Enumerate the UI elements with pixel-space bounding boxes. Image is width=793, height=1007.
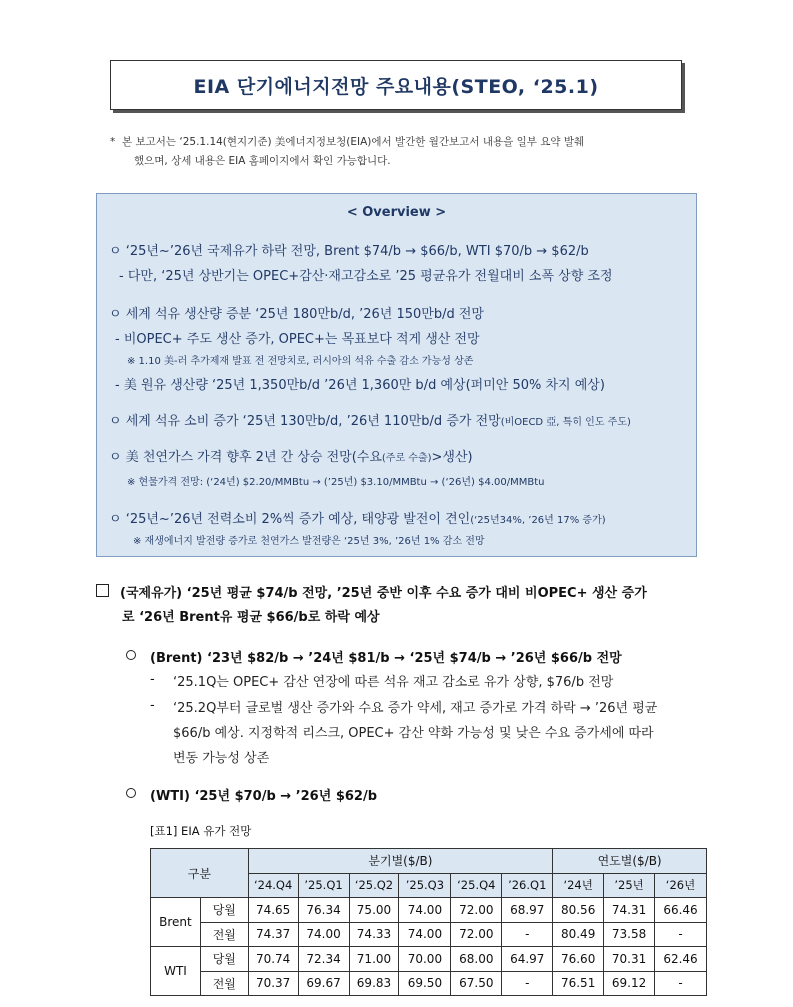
notice-line-1: 본 보고서는 ‘25.1.14(현지기준) 美에너지정보청(EIA)에서 발간한 월간보고서 내용을 일부 요약 발췌 [122, 136, 585, 148]
table-cell: 74.31 [604, 898, 655, 923]
table-cell: 76.60 [553, 947, 604, 972]
overview-line [109, 508, 606, 527]
section-heading-line-2: 로 ‘26년 Brent유 평균 $66/b로 하락 예상 [122, 610, 380, 625]
row-kind-label: 당월 [200, 947, 248, 972]
table-cell: 69.50 [399, 971, 451, 996]
dash-bullet: - [150, 698, 155, 713]
table-cell: - [502, 971, 553, 996]
table-cell: 74.65 [248, 898, 298, 923]
overview-text: ㅇ ‘25년~’26년 전력소비 2%씩 증가 예상, 태양광 발전이 견인 [109, 512, 471, 527]
table-cell: - [502, 922, 553, 947]
table-cell: 75.00 [349, 898, 399, 923]
overview-text-small: (비OECD 亞, 특히 인도 주도) [500, 417, 631, 428]
price-forecast-table [150, 848, 707, 996]
overview-text-small: (주로 수출) [381, 453, 432, 464]
brent-bullet-2-line-3: 변동 가능성 상존 [173, 751, 270, 766]
table-cell: 66.46 [655, 898, 707, 923]
header-quarter: ‘25.Q4 [451, 873, 502, 898]
header-annual: 연도별($/B) [553, 849, 707, 874]
overview-line [109, 410, 631, 429]
overview-line: - 다만, ‘25년 상반기는 OPEC+감산·재고감소로 ’25 평균유가 전월대비 소폭 상향 조정 [119, 269, 613, 284]
table-cell: 76.51 [553, 971, 604, 996]
table-cell: 69.83 [349, 971, 399, 996]
overview-text: ㅇ 세계 석유 소비 증가 ‘25년 130만b/d, ’26년 110만b/d 증가 전망 [109, 414, 501, 429]
table-cell: 68.97 [502, 898, 553, 923]
section-checkbox-icon [96, 584, 109, 597]
overview-note: ※ 재생에너지 발전량 증가로 천연가스 발전량은 ‘25년 3%, ’26년 1% 감소 전망 [133, 536, 485, 547]
table-row [151, 922, 707, 947]
header-year: ‘24년 [553, 873, 604, 898]
notice-asterisk: * [110, 136, 116, 148]
notice-line-2: 했으며, 상세 내용은 EIA 홈페이지에서 확인 가능합니다. [134, 155, 391, 167]
table-cell: 74.33 [349, 922, 399, 947]
circle-bullet-icon [126, 650, 136, 660]
header-quarter: ‘24.Q4 [248, 873, 298, 898]
overview-line: - 비OPEC+ 주도 생산 증가, OPEC+는 목표보다 적게 생산 전망 [115, 332, 480, 347]
brent-heading: (Brent) ‘23년 $82/b → ’24년 $81/b → ‘25년 $74/b → ’26년 $66/b 전망 [150, 651, 622, 666]
table-cell: 69.67 [298, 971, 349, 996]
table-cell: 80.49 [553, 922, 604, 947]
table-cell: 80.56 [553, 898, 604, 923]
notice [110, 133, 692, 171]
dash-bullet: - [150, 672, 155, 687]
overview-text-small: (‘25년34%, ’26년 17% 증가) [470, 515, 606, 526]
header-year: ’25년 [604, 873, 655, 898]
header-quarter: ’25.Q1 [298, 873, 349, 898]
header-year: ‘26년 [655, 873, 707, 898]
header-quarter: ’26.Q1 [502, 873, 553, 898]
brent-bullet-2-line-1: ‘25.2Q부터 글로벌 생산 증가와 수요 증가 약세, 재고 증가로 가격 하락 → ’26년 평균 [173, 701, 658, 716]
overview-box [96, 193, 697, 557]
table-cell: 69.12 [604, 971, 655, 996]
overview-line: ㅇ 세계 석유 생산량 증분 ‘25년 180만b/d, ’26년 150만b/d 전망 [109, 307, 484, 322]
header-quarter: ‘25.Q2 [349, 873, 399, 898]
table-cell: 70.37 [248, 971, 298, 996]
section-heading-line-1: (국제유가) ‘25년 평균 $74/b 전망, ’25년 중반 이후 수요 증가 대비 비OPEC+ 생산 증가 [120, 586, 647, 601]
overview-heading: < Overview > [346, 205, 447, 220]
table-row [151, 947, 707, 972]
row-kind-label: 당월 [200, 898, 248, 923]
brent-bullet-2-line-2: $66/b 예상. 지정학적 리스크, OPEC+ 감산 약화 가능성 및 낮은 수요 증가세에 따라 [173, 726, 654, 741]
table-cell: 70.74 [248, 947, 298, 972]
table-cell: 64.97 [502, 947, 553, 972]
table-cell: 62.46 [655, 947, 707, 972]
table-cell: 72.00 [451, 922, 502, 947]
table-cell: 70.31 [604, 947, 655, 972]
table-cell: - [655, 971, 707, 996]
table-cell: 74.00 [298, 922, 349, 947]
table-caption: [표1] EIA 유가 전망 [150, 824, 252, 838]
brent-bullet-1: ‘25.1Q는 OPEC+ 감산 연장에 따른 석유 재고 감소로 유가 상향, $76/b 전망 [173, 675, 614, 690]
overview-line: ㅇ ‘25년~’26년 국제유가 하락 전망, Brent $74/b → $66/b, WTI $70/b → $62/b [109, 244, 589, 259]
table-cell: 74.37 [248, 922, 298, 947]
header-quarter: ’25.Q3 [399, 873, 451, 898]
table-cell: 71.00 [349, 947, 399, 972]
row-kind-label: 전월 [200, 922, 248, 947]
table-cell: 68.00 [451, 947, 502, 972]
table-cell: - [655, 922, 707, 947]
wti-heading: (WTI) ‘25년 $70/b → ’26년 $62/b [150, 789, 378, 804]
row-group-label: Brent [151, 898, 201, 947]
overview-line [109, 446, 473, 465]
table-cell: 73.58 [604, 922, 655, 947]
table-cell: 76.34 [298, 898, 349, 923]
header-quarterly: 분기별($/B) [248, 849, 553, 874]
table-cell: 74.00 [399, 898, 451, 923]
table-cell: 74.00 [399, 922, 451, 947]
table-cell: 72.00 [451, 898, 502, 923]
table-row [151, 971, 707, 996]
page-title: EIA 단기에너지전망 주요내용(STEO, ‘25.1) [110, 60, 682, 110]
table-cell: 70.00 [399, 947, 451, 972]
table-cell: 67.50 [451, 971, 502, 996]
overview-text: >생산) [431, 450, 473, 465]
overview-note: ※ 현물가격 전망: (‘24년) $2.20/MMBtu → (’25년) $3.10/MMBtu → (‘26년) $4.00/MMBtu [127, 477, 545, 488]
table-cell: 72.34 [298, 947, 349, 972]
row-kind-label: 전월 [200, 971, 248, 996]
header-category: 구분 [151, 849, 249, 898]
overview-line: - 美 원유 생산량 ‘25년 1,350만b/d ’26년 1,360만 b/d 예상(퍼미안 50% 차지 예상) [115, 378, 605, 393]
circle-bullet-icon [126, 788, 136, 798]
overview-text: ㅇ 美 천연가스 가격 향후 2년 간 상승 전망(수요 [109, 450, 382, 465]
row-group-label: WTI [151, 947, 201, 996]
overview-note: ※ 1.10 美-러 추가제재 발표 전 전망치로, 러시아의 석유 수출 감소 가능성 상존 [127, 356, 474, 367]
table-row [151, 898, 707, 923]
